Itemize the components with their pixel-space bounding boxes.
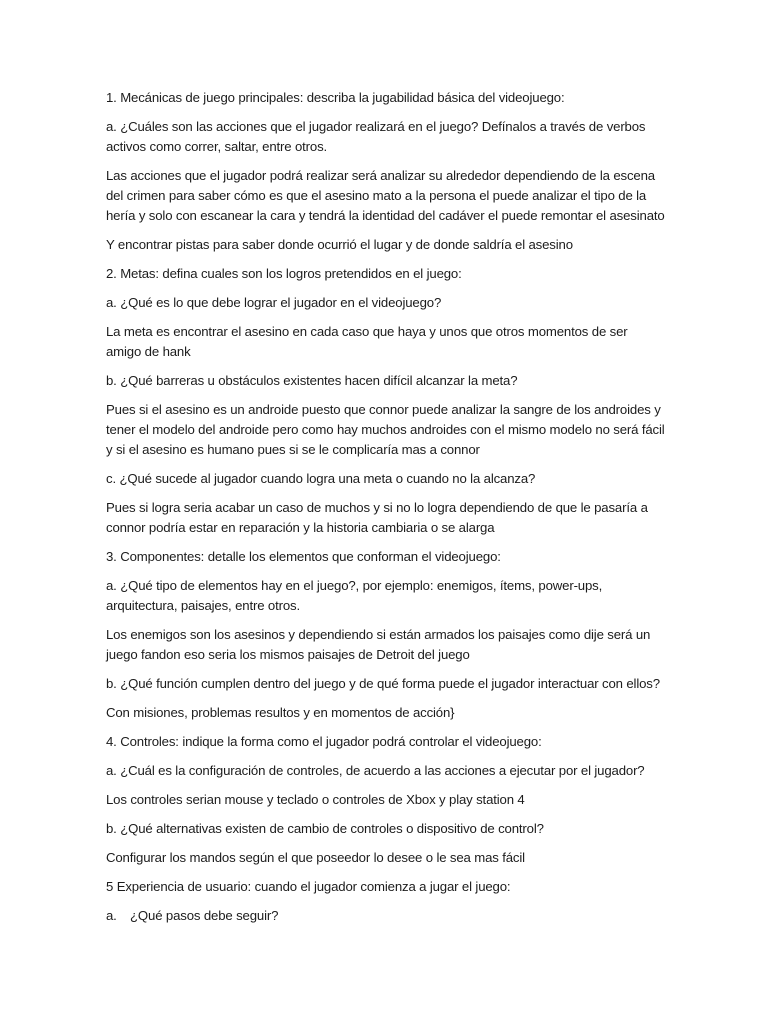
- answer-2b: Pues si el asesino es un androide puesto que connor puede analizar la sangre de los androides y tener el modelo del androide pero como hay muchos androides con el mismo modelo no será fácil y si el asesino es humano pues si se le complicaría mas a connor: [106, 402, 665, 457]
- question-5a-text: ¿Qué pasos debe seguir?: [130, 908, 279, 923]
- question-5a: [106, 906, 666, 926]
- answer-1a-part1: Las acciones que el jugador podrá realizar será analizar su alrededor dependiendo de la escena del crimen para saber cómo es que el asesino mato a la persona el puede analizar el tipo de la hería y solo con escanear la cara y tendrá la identidad del cadáver el puede remontar el asesinato: [106, 168, 665, 223]
- section-1-heading: 1. Mecánicas de juego principales: describa la jugabilidad básica del videojuego:: [106, 90, 565, 105]
- question-4a: a. ¿Cuál es la configuración de controles, de acuerdo a las acciones a ejecutar por el jugador?: [106, 763, 645, 778]
- answer-2a: La meta es encontrar el asesino en cada caso que haya y unos que otros momentos de ser amigo de hank: [106, 324, 628, 359]
- answer-3a: Los enemigos son los asesinos y dependiendo si están armados los paisajes como dije será un juego fandon eso seria los mismos paisajes de Detroit del juego: [106, 627, 651, 662]
- answer-3b: Con misiones, problemas resultos y en momentos de acción}: [106, 705, 455, 720]
- question-1a: a. ¿Cuáles son las acciones que el jugador realizará en el juego? Defínalos a través de verbos activos como correr, saltar, entre otros.: [106, 119, 646, 154]
- list-marker: a.: [106, 908, 117, 923]
- answer-4b: Configurar los mandos según el que poseedor lo desee o le sea mas fácil: [106, 850, 525, 865]
- question-4b: b. ¿Qué alternativas existen de cambio de controles o dispositivo de control?: [106, 821, 544, 836]
- question-2c: c. ¿Qué sucede al jugador cuando logra una meta o cuando no la alcanza?: [106, 471, 536, 486]
- section-5-heading: 5 Experiencia de usuario: cuando el jugador comienza a jugar el juego:: [106, 879, 511, 894]
- answer-2c: Pues si logra seria acabar un caso de muchos y si no lo logra dependiendo de que le pasaría a connor podría estar en reparación y la historia cambiaria o se alarga: [106, 500, 648, 535]
- section-4-heading: 4. Controles: indique la forma como el jugador podrá controlar el videojuego:: [106, 734, 542, 749]
- answer-1a-part2: Y encontrar pistas para saber donde ocurrió el lugar y de donde saldría el asesino: [106, 237, 573, 252]
- question-3a: a. ¿Qué tipo de elementos hay en el juego?, por ejemplo: enemigos, ítems, power-ups, arquitectura, paisajes, entre otros.: [106, 578, 603, 613]
- question-3b: b. ¿Qué función cumplen dentro del juego y de qué forma puede el jugador interactuar con ellos?: [106, 676, 660, 691]
- section-2-heading: 2. Metas: defina cuales son los logros pretendidos en el juego:: [106, 266, 462, 281]
- question-2b: b. ¿Qué barreras u obstáculos existentes hacen difícil alcanzar la meta?: [106, 373, 518, 388]
- document-body: [106, 88, 666, 935]
- question-2a: a. ¿Qué es lo que debe lograr el jugador en el videojuego?: [106, 295, 442, 310]
- answer-4a: Los controles serian mouse y teclado o controles de Xbox y play station 4: [106, 792, 525, 807]
- section-3-heading: 3. Componentes: detalle los elementos que conforman el videojuego:: [106, 549, 501, 564]
